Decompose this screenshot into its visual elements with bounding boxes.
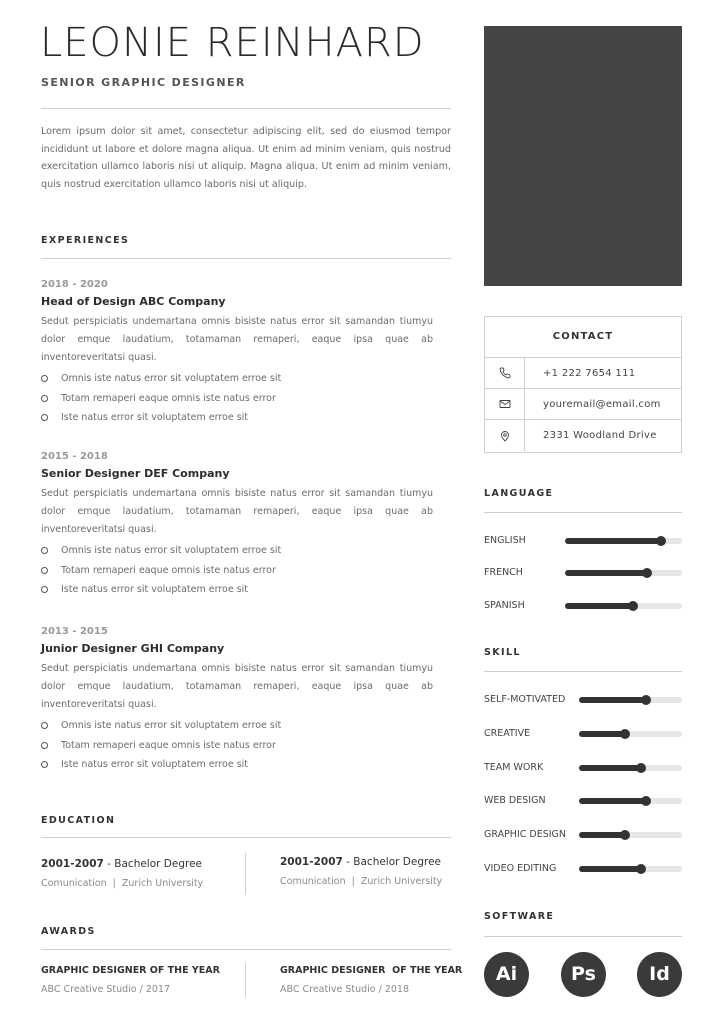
job-bullet: [41, 408, 433, 428]
language-level-bar: [565, 570, 682, 576]
language-label: ENGLISH: [484, 535, 526, 546]
indesign-icon: Id: [637, 952, 682, 997]
envelope-icon: [485, 389, 525, 419]
skill-label: GRAPHIC DESIGN: [484, 829, 567, 840]
profile-photo-placeholder: [484, 26, 682, 286]
job-bullet-text: Totam remaperi eaque omnis iste natus error: [61, 392, 276, 404]
job-bullet: [41, 389, 433, 409]
column-divider: [245, 853, 246, 895]
experiences-heading: EXPERIENCES: [41, 235, 130, 246]
level-knob: [641, 695, 651, 705]
education-years: 2001-2007: [280, 856, 343, 868]
skill-row: [484, 862, 682, 876]
experience-item: [41, 451, 433, 600]
circle-bullet-icon: [41, 567, 48, 574]
job-description: Sedut perspiciatis undemartana omnis bisiste natus error sit samandan tiumyu dolor emque laudatium, totamaman remaperi, eaque ipsa quae ab inventoreveritatsi quasi.: [41, 316, 433, 363]
level-knob: [642, 568, 652, 578]
divider: [41, 949, 451, 950]
job-bullet: [41, 755, 433, 775]
divider: [41, 108, 451, 109]
divider: [484, 936, 682, 937]
awards-heading: AWARDS: [41, 926, 96, 937]
contact-heading: CONTACT: [485, 317, 681, 358]
job-bullet-text: Iste natus error sit voluptatem erroe sit: [61, 412, 249, 423]
job-bullet-list: [41, 541, 433, 600]
software-heading: SOFTWARE: [484, 911, 555, 922]
award-item: [41, 965, 241, 995]
experience-item: [41, 279, 433, 428]
skill-row: [484, 828, 682, 842]
skill-label: SELF-MOTIVATED: [484, 694, 566, 705]
job-bullet-text: Iste natus error sit voluptatem erroe sit: [61, 584, 249, 595]
education-separator: -: [103, 858, 115, 870]
candidate-name: LEONIE REINHARD: [40, 20, 425, 66]
education-years: 2001-2007: [41, 858, 104, 870]
job-bullet-text: Omnis iste natus error sit voluptatem erroe sit: [61, 545, 282, 556]
level-fill: [579, 731, 625, 737]
intro-paragraph: Lorem ipsum dolor sit amet, consectetur adipiscing elit, sed do eiusmod tempor incididunt ut labore et dolore magna aliqua. Ut enim ad minim veniam, quis nostrud exercitation ullamco laboris nisi ut aliquip. Magna aliqua. Ut enim ad minim veniam, quis nostrud exercitation ullamco laboris nisi ut aliquip.: [41, 126, 451, 190]
level-fill: [579, 832, 625, 838]
job-title: Junior Designer GHI Company: [41, 642, 225, 655]
skill-row: [484, 761, 682, 775]
award-issuer: ABC Creative Studio / 2017: [41, 984, 171, 995]
skill-label: WEB DESIGN: [484, 795, 546, 806]
job-bullet: [41, 580, 433, 600]
location-pin-icon: [485, 420, 525, 451]
award-issuer: ABC Creative Studio / 2018: [280, 984, 410, 995]
language-level-bar: [565, 603, 682, 609]
level-knob: [620, 830, 630, 840]
level-fill: [565, 603, 633, 609]
experience-item: [41, 626, 433, 775]
award-name: GRAPHIC DESIGNER OF THE YEAR: [280, 965, 463, 976]
level-knob: [620, 729, 630, 739]
divider: [484, 671, 682, 672]
language-label: FRENCH: [484, 567, 523, 578]
skill-heading: SKILL: [484, 647, 521, 658]
job-title: Head of Design ABC Company: [41, 295, 226, 308]
job-description: Sedut perspiciatis undemartana omnis bisiste natus error sit samandan tiumyu dolor emque laudatium, totamaman remaperi, eaque ipsa quae ab inventoreveritatsi quasi.: [41, 663, 433, 710]
photoshop-icon: Ps: [561, 952, 606, 997]
education-header: [41, 858, 241, 870]
level-knob: [628, 601, 638, 611]
circle-bullet-icon: [41, 722, 48, 729]
contact-phone: +1 222 7654 111: [543, 367, 636, 379]
skill-level-bar: [579, 866, 682, 872]
language-row: [484, 534, 682, 548]
skill-label: TEAM WORK: [484, 762, 544, 773]
circle-bullet-icon: [41, 547, 48, 554]
job-bullet-text: Omnis iste natus error sit voluptatem erroe sit: [61, 373, 282, 384]
language-label: SPANISH: [484, 600, 525, 611]
language-row: [484, 599, 682, 613]
level-knob: [636, 763, 646, 773]
job-bullet-list: [41, 716, 433, 775]
skill-level-bar: [579, 697, 682, 703]
education-heading: EDUCATION: [41, 815, 116, 826]
contact-box: [484, 316, 682, 453]
job-bullet: [41, 736, 433, 756]
skill-level-bar: [579, 765, 682, 771]
skill-label: CREATIVE: [484, 728, 531, 739]
award-item: [280, 965, 480, 995]
job-bullet: [41, 716, 433, 736]
job-years: 2018 - 2020: [41, 279, 108, 290]
job-bullet-text: Iste natus error sit voluptatem erroe sit: [61, 759, 249, 770]
level-fill: [565, 570, 647, 576]
contact-email: youremail@email.com: [543, 398, 661, 410]
job-bullet-text: Omnis iste natus error sit voluptatem erroe sit: [61, 720, 282, 731]
contact-row-phone: [485, 358, 681, 389]
circle-bullet-icon: [41, 375, 48, 382]
job-years: 2015 - 2018: [41, 451, 108, 462]
skill-row: [484, 794, 682, 808]
divider: [484, 512, 682, 513]
education-degree: Bachelor Degree: [353, 856, 442, 868]
job-role: SENIOR GRAPHIC DESIGNER: [41, 76, 246, 89]
education-separator: -: [342, 856, 354, 868]
language-heading: LANGUAGE: [484, 488, 554, 499]
language-level-bar: [565, 538, 682, 544]
job-bullet: [41, 561, 433, 581]
contact-row-email: [485, 389, 681, 420]
job-bullet: [41, 541, 433, 561]
education-item: [41, 858, 241, 889]
job-title: Senior Designer DEF Company: [41, 467, 230, 480]
column-divider: [245, 963, 246, 997]
illustrator-icon: Ai: [484, 952, 529, 997]
education-school: Comunication | Zurich University: [41, 878, 204, 889]
level-knob: [656, 536, 666, 546]
job-bullet-text: Totam remaperi eaque omnis iste natus error: [61, 564, 276, 576]
job-years: 2013 - 2015: [41, 626, 108, 637]
skill-row: [484, 727, 682, 741]
contact-address: 2331 Woodland Drive: [543, 430, 657, 441]
job-bullet: [41, 369, 433, 389]
education-header: [280, 856, 480, 868]
circle-bullet-icon: [41, 761, 48, 768]
job-bullet-text: Totam remaperi eaque omnis iste natus error: [61, 739, 276, 751]
job-description: Sedut perspiciatis undemartana omnis bisiste natus error sit samandan tiumyu dolor emque laudatium, totamaman remaperi, eaque ipsa quae ab inventoreveritatsi quasi.: [41, 488, 433, 535]
level-fill: [579, 798, 646, 804]
skill-label: VIDEO EDITING: [484, 863, 557, 874]
circle-bullet-icon: [41, 414, 48, 421]
award-name: GRAPHIC DESIGNER OF THE YEAR: [41, 965, 220, 976]
education-degree: Bachelor Degree: [114, 858, 203, 870]
level-fill: [579, 866, 641, 872]
phone-icon: [485, 358, 525, 388]
circle-bullet-icon: [41, 395, 48, 402]
level-fill: [579, 765, 641, 771]
contact-row-address: [485, 420, 681, 451]
job-bullet-list: [41, 369, 433, 428]
circle-bullet-icon: [41, 742, 48, 749]
level-knob: [636, 864, 646, 874]
language-row: [484, 566, 682, 580]
divider: [41, 258, 451, 259]
skill-level-bar: [579, 731, 682, 737]
skill-level-bar: [579, 798, 682, 804]
level-fill: [579, 697, 646, 703]
skill-row: [484, 693, 682, 707]
level-fill: [565, 538, 661, 544]
circle-bullet-icon: [41, 586, 48, 593]
education-school: Comunication | Zurich University: [280, 876, 443, 887]
level-knob: [641, 796, 651, 806]
skill-level-bar: [579, 832, 682, 838]
education-item: [280, 856, 480, 887]
divider: [41, 837, 451, 838]
